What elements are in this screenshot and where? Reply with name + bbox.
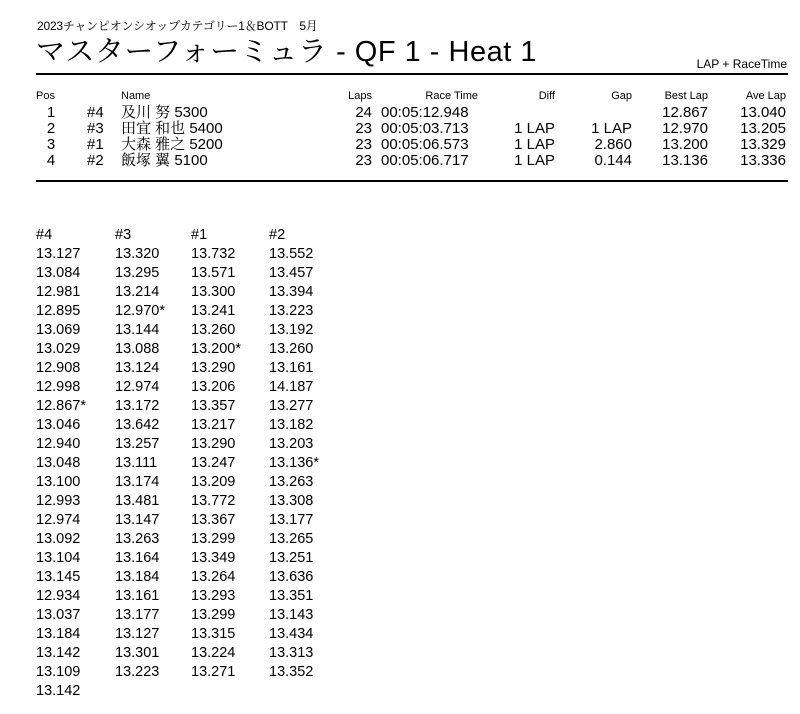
lap-time-cell: 13.172 [115, 398, 160, 414]
lap-time-cell: 12.974 [36, 512, 81, 528]
lap-time-cell: 13.320 [115, 246, 160, 262]
lap-time-cell: 13.147 [115, 512, 160, 528]
lap-time-cell: 13.264 [191, 569, 236, 585]
lap-time-cell: 13.100 [36, 474, 81, 490]
result-driver-name: 飯塚 翼 5100 [121, 152, 208, 169]
lap-time-cell: 13.206 [191, 379, 236, 395]
lap-time-cell: 13.290 [191, 360, 236, 376]
result-gap: 0.144 [594, 152, 632, 169]
lap-time-cell: 13.351 [269, 588, 314, 604]
header-pos: Pos [36, 90, 55, 102]
result-laps: 23 [355, 120, 372, 137]
lap-time-cell: 12.895 [36, 303, 81, 319]
lap-time-cell: 13.315 [191, 626, 236, 642]
lap-time-cell: 13.177 [269, 512, 314, 528]
bottom-rule [36, 180, 788, 182]
results-header [36, 90, 788, 105]
result-ave-lap: 13.336 [740, 152, 786, 169]
header-name: Name [121, 90, 151, 102]
lap-time-cell: 13.434 [269, 626, 314, 642]
lap-time-cell: 13.352 [269, 664, 314, 680]
lap-time-cell: 13.046 [36, 417, 81, 433]
lap-time-cell: 13.109 [36, 664, 81, 680]
result-row [36, 121, 788, 137]
results-table [36, 90, 788, 169]
lap-time-cell: 13.571 [191, 265, 236, 281]
lap-time-cell: 13.263 [269, 474, 314, 490]
lap-time-cell: 13.142 [36, 645, 81, 661]
lap-time-cell: 13.301 [115, 645, 160, 661]
lap-time-cell: 13.732 [191, 246, 236, 262]
result-laps: 23 [355, 152, 372, 169]
lap-time-cell: 13.048 [36, 455, 81, 471]
header-best-lap: Best Lap [664, 90, 708, 102]
lap-time-cell: 13.200* [191, 341, 241, 357]
lap-time-cell: 13.037 [36, 607, 81, 623]
heat-title: マスターフォーミュラ - QF 1 - Heat 1 [36, 36, 537, 68]
result-pos: 3 [46, 136, 56, 153]
lap-time-cell: 13.161 [269, 360, 314, 376]
lap-time-cell: 13.257 [115, 436, 160, 452]
lap-time-cell: 13.192 [269, 322, 314, 338]
lap-time-cell: 12.981 [36, 284, 81, 300]
result-pos: 4 [46, 152, 56, 169]
header-laps: Laps [348, 90, 372, 102]
result-kart-number: #1 [87, 136, 104, 153]
result-race-time: 00:05:06.573 [381, 136, 469, 153]
result-laps: 23 [355, 136, 372, 153]
result-diff: 1 LAP [514, 136, 555, 153]
lap-column-header: #4 [36, 227, 53, 243]
result-diff: 1 LAP [514, 152, 555, 169]
result-row [36, 137, 788, 153]
lap-time-cell: 13.260 [269, 341, 314, 357]
result-pos: 1 [46, 104, 56, 121]
lap-time-cell: 13.092 [36, 531, 81, 547]
lap-time-cell: 13.349 [191, 550, 236, 566]
result-best-lap: 13.200 [662, 136, 708, 153]
result-gap: 2.860 [594, 136, 632, 153]
result-best-lap: 12.867 [662, 104, 708, 121]
lap-time-cell: 13.084 [36, 265, 81, 281]
lap-time-cell: 13.481 [115, 493, 160, 509]
result-row [36, 153, 788, 169]
lap-time-cell: 13.251 [269, 550, 314, 566]
header-diff: Diff [538, 90, 555, 102]
lap-time-cell: 13.265 [269, 531, 314, 547]
result-row [36, 105, 788, 121]
lap-time-cell: 13.290 [191, 436, 236, 452]
result-driver-name: 大森 雅之 5200 [121, 136, 223, 153]
lap-time-cell: 13.367 [191, 512, 236, 528]
result-kart-number: #3 [87, 120, 104, 137]
lap-time-cell: 13.241 [191, 303, 236, 319]
lap-time-cell: 13.209 [191, 474, 236, 490]
result-race-time: 00:05:12.948 [381, 104, 469, 121]
lap-time-cell: 13.263 [115, 531, 160, 547]
lap-time-cell: 13.136* [269, 455, 319, 471]
lap-time-cell: 13.293 [191, 588, 236, 604]
lap-time-cell: 13.224 [191, 645, 236, 661]
result-driver-name: 及川 努 5300 [121, 104, 208, 121]
lap-time-cell: 13.142 [36, 683, 81, 699]
lap-time-cell: 13.127 [115, 626, 160, 642]
result-pos: 2 [46, 120, 56, 137]
lap-time-cell: 13.271 [191, 664, 236, 680]
lap-time-cell: 13.164 [115, 550, 160, 566]
lap-time-cell: 12.993 [36, 493, 81, 509]
lap-time-cell: 13.069 [36, 322, 81, 338]
lap-time-cell: 13.394 [269, 284, 314, 300]
lap-time-cell: 13.642 [115, 417, 160, 433]
lap-time-cell: 13.104 [36, 550, 81, 566]
lap-time-cell: 13.174 [115, 474, 160, 490]
header-ave-lap: Ave Lap [745, 90, 786, 102]
result-ave-lap: 13.040 [740, 104, 786, 121]
lap-time-cell: 13.214 [115, 284, 160, 300]
result-diff: 1 LAP [514, 120, 555, 137]
lap-time-cell: 13.124 [115, 360, 160, 376]
result-best-lap: 13.136 [662, 152, 708, 169]
lap-time-cell: 13.143 [269, 607, 314, 623]
lap-column-header: #1 [191, 227, 208, 243]
lap-time-cell: 14.187 [269, 379, 314, 395]
lap-time-cell: 13.161 [115, 588, 160, 604]
lap-time-cell: 13.111 [115, 455, 158, 471]
lap-time-cell: 13.308 [269, 493, 314, 509]
lap-time-cell: 13.088 [115, 341, 160, 357]
result-laps: 24 [355, 104, 372, 121]
event-title: 2023チャンピオンシオップカテゴリー1＆BOTT 5月 [37, 19, 318, 33]
result-kart-number: #4 [87, 104, 104, 121]
lap-time-cell: 13.636 [269, 569, 314, 585]
lap-time-cell: 13.357 [191, 398, 236, 414]
result-race-time: 00:05:03.713 [381, 120, 469, 137]
lap-time-cell: 12.908 [36, 360, 81, 376]
lap-time-cell: 13.182 [269, 417, 314, 433]
lap-time-cell: 13.223 [269, 303, 314, 319]
lap-time-cell: 13.144 [115, 322, 160, 338]
lap-time-cell: 13.552 [269, 246, 314, 262]
lap-time-cell: 12.970* [115, 303, 165, 319]
lap-time-cell: 13.247 [191, 455, 236, 471]
lap-time-cell: 13.203 [269, 436, 314, 452]
lap-time-cell: 13.184 [115, 569, 160, 585]
result-ave-lap: 13.205 [740, 120, 786, 137]
result-best-lap: 12.970 [662, 120, 708, 137]
lap-time-cell: 13.277 [269, 398, 314, 414]
lap-time-cell: 13.299 [191, 607, 236, 623]
result-ave-lap: 13.329 [740, 136, 786, 153]
result-gap: 1 LAP [591, 120, 632, 137]
lap-time-cell: 13.772 [191, 493, 236, 509]
result-race-time: 00:05:06.717 [381, 152, 469, 169]
lap-time-cell: 12.940 [36, 436, 81, 452]
top-rule [36, 73, 788, 75]
lap-time-cell: 13.177 [115, 607, 160, 623]
lap-column-header: #2 [269, 227, 286, 243]
mode-label: LAP + RaceTime [696, 57, 787, 71]
lap-time-cell: 13.300 [191, 284, 236, 300]
lap-time-cell: 13.457 [269, 265, 314, 281]
lap-time-cell: 13.223 [115, 664, 160, 680]
lap-column-header: #3 [115, 227, 132, 243]
lap-time-cell: 12.974 [115, 379, 160, 395]
header-gap: Gap [611, 90, 632, 102]
lap-time-cell: 12.998 [36, 379, 81, 395]
lap-time-cell: 12.934 [36, 588, 81, 604]
header-race-time: Race Time [425, 90, 478, 102]
lap-time-cell: 13.029 [36, 341, 81, 357]
lap-time-cell: 13.145 [36, 569, 81, 585]
lap-time-cell: 13.217 [191, 417, 236, 433]
lap-time-cell: 13.299 [191, 531, 236, 547]
lap-time-cell: 12.867* [36, 398, 86, 414]
result-kart-number: #2 [87, 152, 104, 169]
lap-time-cell: 13.184 [36, 626, 81, 642]
lap-time-cell: 13.295 [115, 265, 160, 281]
result-driver-name: 田宜 和也 5400 [121, 120, 223, 137]
lap-time-cell: 13.127 [36, 246, 81, 262]
lap-time-cell: 13.260 [191, 322, 236, 338]
lap-time-cell: 13.313 [269, 645, 314, 661]
